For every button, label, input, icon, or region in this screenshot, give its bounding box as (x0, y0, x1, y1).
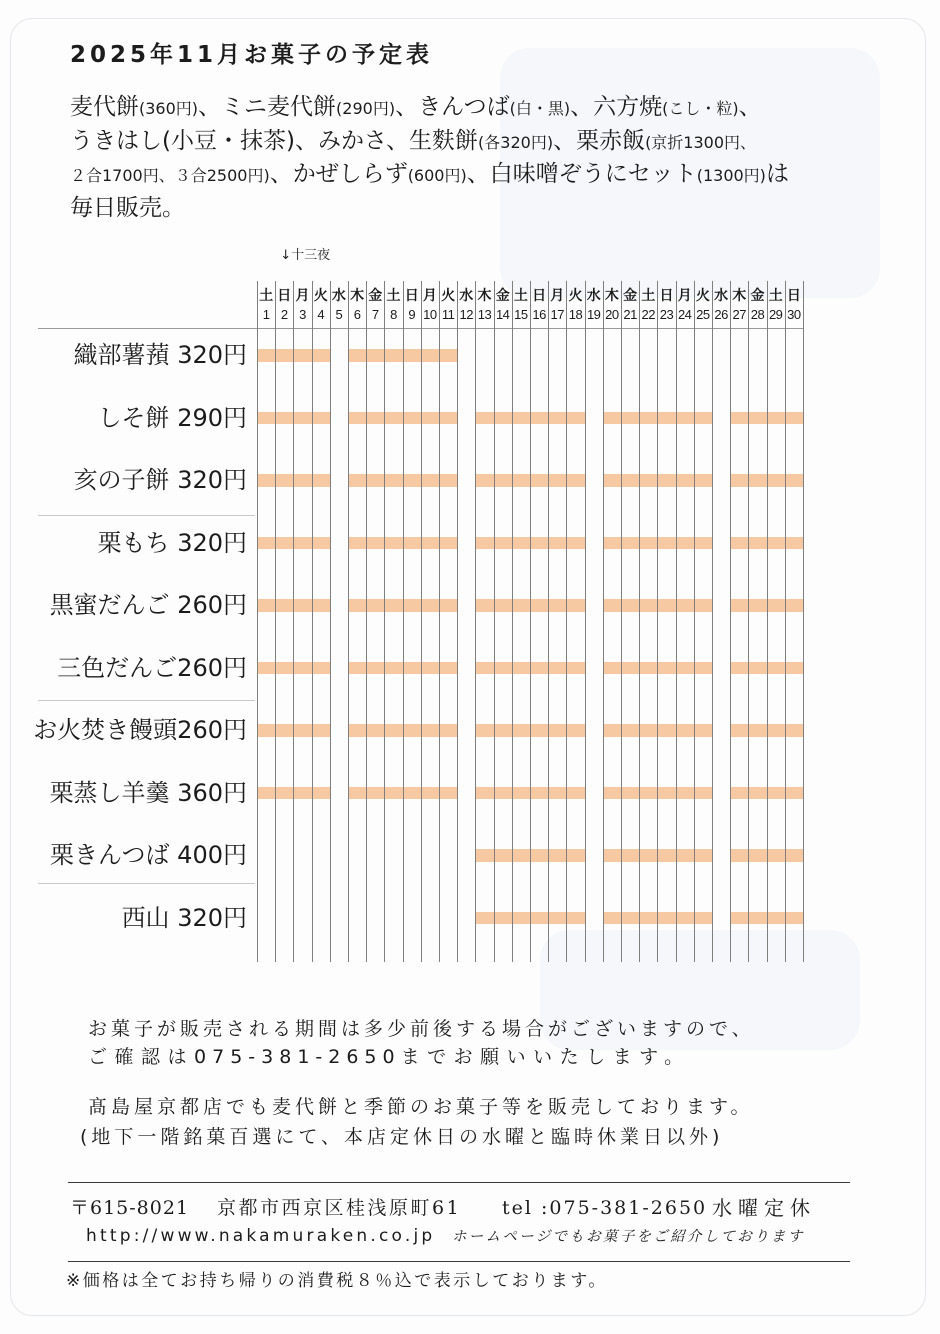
weekday-label: 日 (786, 287, 801, 303)
item-row (0, 449, 940, 512)
date-label: 25 (696, 307, 710, 322)
sale-bar (349, 662, 457, 675)
sale-bar (349, 787, 457, 800)
intro-note: (290円) (336, 99, 396, 118)
day-column-header (457, 286, 475, 324)
date-label: 14 (495, 307, 510, 322)
website-note: ホームページでもお菓子をご紹介しております (452, 1229, 805, 1245)
page-title: 2025年11月お菓子の予定表 (70, 42, 434, 68)
weekday-label: 木 (604, 287, 619, 303)
sale-bar (258, 349, 330, 362)
item-label: 栗蒸し羊羹 360円 (49, 778, 247, 807)
sale-bar (731, 537, 803, 550)
weekday-label: 土 (768, 287, 783, 303)
weekday-label: 月 (677, 287, 692, 303)
intro-note: (1300円) (696, 166, 766, 185)
day-column-header (694, 286, 712, 324)
sale-bar (604, 599, 712, 612)
day-column-header (657, 286, 675, 324)
day-column-header (712, 286, 730, 324)
sale-bar (604, 474, 712, 487)
sale-bar (258, 474, 330, 487)
weekday-label: 水 (331, 287, 346, 303)
item-label: しそ餅 290円 (97, 403, 247, 432)
sale-bar (476, 599, 584, 612)
notice-period: お菓子が販売される期間は多少前後する場合がございますので、 (88, 1018, 755, 1040)
intro-line (70, 125, 789, 159)
weekday-label: 木 (477, 287, 492, 303)
date-label: 9 (408, 307, 416, 322)
sale-bar (604, 912, 712, 925)
date-label: 19 (586, 307, 601, 322)
intro-segment: 、ミニ麦代餅 (198, 94, 337, 120)
sale-bar (731, 724, 803, 737)
weekday-label: 火 (441, 287, 456, 303)
sale-bar (731, 787, 803, 800)
item-row (0, 887, 940, 950)
website-link[interactable]: http://www.nakamuraken.co.jp (86, 1226, 436, 1246)
weekday-label: 土 (386, 287, 401, 303)
date-label: 24 (677, 307, 692, 322)
item-label: 織部薯蕷 320円 (73, 341, 247, 369)
weekday-label: 日 (532, 287, 547, 303)
intro-note: (こし・粒) (662, 99, 739, 118)
weekday-label: 金 (368, 287, 383, 303)
phone-number: 075-381-2650 (194, 1046, 401, 1068)
weekday-label: 土 (513, 287, 528, 303)
jusanya-marker: ↓十三夜 (280, 248, 331, 263)
day-column-header (275, 286, 293, 324)
date-label: 17 (550, 307, 565, 322)
intro-segment: 、かぜしらず (269, 161, 408, 187)
item-row (0, 699, 940, 762)
weekday-label: 日 (404, 287, 419, 303)
intro-segment: 、 (738, 94, 762, 120)
day-column-header (439, 286, 457, 324)
day-column-header (348, 286, 366, 324)
date-label: 10 (423, 307, 437, 322)
notice-contact (88, 1043, 691, 1071)
item-row (0, 512, 940, 575)
item-row (0, 762, 940, 825)
item-label: 黒蜜だんご 260円 (49, 591, 247, 619)
day-column-header (403, 286, 421, 324)
date-label: 18 (568, 307, 583, 322)
sale-bar (731, 662, 803, 675)
date-label: 20 (605, 307, 619, 322)
notice-contact-post: までお願いいたします。 (400, 1046, 691, 1068)
sale-bar (258, 724, 330, 737)
item-schedule (0, 324, 940, 949)
day-column-header (676, 286, 694, 324)
day-column-header (639, 286, 657, 324)
notice-contact-pre: ご確認は (88, 1046, 195, 1068)
date-label: 21 (623, 307, 637, 322)
date-label: 4 (317, 307, 325, 322)
sale-bar (731, 599, 803, 612)
item-row (0, 574, 940, 637)
weekday-label: 金 (750, 287, 765, 303)
weekday-label: 金 (495, 287, 510, 303)
weekday-label: 日 (277, 287, 292, 303)
weekday-label: 月 (422, 287, 437, 303)
day-column-header (257, 286, 275, 324)
date-label: 2 (280, 307, 288, 322)
weekday-label: 木 (732, 287, 747, 303)
sale-bar (258, 787, 330, 800)
date-label: 30 (787, 307, 801, 322)
sale-bar (258, 599, 330, 612)
day-column-header (512, 286, 530, 324)
intro-segment: 、白味噌ぞうにセット (466, 161, 697, 187)
day-column-header (494, 286, 512, 324)
intro-segment: 麦代餅 (70, 94, 139, 120)
day-column-header (585, 286, 603, 324)
sale-bar (476, 849, 584, 862)
item-row (0, 637, 940, 700)
item-label: お火焚き饅頭260円 (33, 716, 247, 744)
date-label: 5 (335, 307, 343, 322)
weekday-label: 木 (350, 287, 365, 303)
sale-bar (349, 724, 457, 737)
weekday-label: 火 (695, 287, 710, 303)
footer-divider-top (68, 1182, 850, 1183)
date-label: 15 (514, 307, 528, 322)
sale-bar (604, 724, 712, 737)
date-label: 12 (459, 307, 474, 322)
weekday-label: 月 (295, 287, 310, 303)
sale-bar (731, 474, 803, 487)
day-column-header (748, 286, 766, 324)
day-column-header (785, 286, 803, 324)
day-column-header (566, 286, 584, 324)
date-label: 22 (641, 307, 656, 322)
day-column-header (366, 286, 384, 324)
item-row (0, 824, 940, 887)
calendar-header (257, 286, 803, 326)
intro-line (70, 192, 789, 226)
intro-note: (600円) (407, 166, 467, 185)
item-label: 西山 320円 (121, 903, 247, 932)
sale-bar (349, 599, 457, 612)
sale-bar (604, 662, 712, 675)
footer-divider-bottom (68, 1261, 850, 1262)
day-column-header (767, 286, 785, 324)
date-label: 16 (532, 307, 546, 322)
sale-bar (476, 787, 584, 800)
date-label: 28 (750, 307, 765, 322)
intro-segment: うきはし(小豆・抹茶)、みかさ、生麩餅 (70, 127, 479, 154)
postal-code: 〒615-8021 (70, 1197, 190, 1219)
sale-bar (604, 849, 712, 862)
weekday-label: 金 (623, 287, 638, 303)
sale-bar (349, 412, 457, 425)
sale-bar (258, 412, 330, 425)
day-column-header (475, 286, 493, 324)
sale-bar (476, 662, 584, 675)
sale-bar (258, 662, 330, 675)
item-label: 栗もち 320円 (97, 528, 247, 557)
intro-line (70, 91, 789, 125)
sale-bar (604, 412, 712, 425)
weekday-label: 月 (550, 287, 565, 303)
date-label: 29 (768, 307, 783, 322)
sale-bar (476, 412, 584, 425)
closed-day: 水曜定休 (712, 1196, 816, 1220)
sale-bar (349, 349, 457, 362)
address: 京都市西京区桂浅原町61 (217, 1197, 462, 1219)
intro-note: (各320円) (478, 132, 554, 152)
day-column-header (384, 286, 402, 324)
intro-segment: 、きんつば (395, 94, 510, 120)
intro-line (70, 158, 789, 192)
date-label: 6 (353, 307, 361, 322)
weekday-label: 水 (459, 287, 474, 303)
intro-segment: 、六方焼 (570, 94, 663, 120)
intro-note: (白・黒) (509, 99, 571, 118)
date-label: 1 (262, 307, 270, 322)
intro-segment: 、栗赤飯 (553, 127, 646, 154)
item-row (0, 387, 940, 450)
date-label: 8 (390, 307, 397, 322)
item-label: 亥の子餅 320円 (73, 466, 247, 494)
day-column-header (548, 286, 566, 324)
weekday-label: 水 (586, 287, 601, 303)
sale-bar (731, 412, 803, 425)
sale-bar (258, 537, 330, 550)
sale-bar (731, 912, 803, 925)
sale-bar (349, 537, 457, 550)
weekday-label: 火 (568, 287, 583, 303)
sale-bar (476, 724, 584, 737)
date-label: 23 (659, 307, 674, 322)
day-column-header (330, 286, 348, 324)
sale-bar (476, 537, 584, 550)
sale-bar (604, 537, 712, 550)
intro-text (70, 91, 789, 225)
weekday-label: 土 (641, 287, 656, 303)
day-column-header (312, 286, 330, 324)
sale-bar (476, 474, 584, 487)
day-column-header (603, 286, 621, 324)
day-column-header (421, 286, 439, 324)
intro-note: ２合1700円、３合2500円) (70, 166, 270, 185)
sale-bar (476, 912, 584, 925)
day-column-header (293, 286, 311, 324)
weekday-label: 水 (714, 287, 729, 303)
day-column-header (530, 286, 548, 324)
sale-bar (731, 849, 803, 862)
tel-number: tel :075-381-2650 (502, 1197, 708, 1219)
weekday-label: 日 (659, 287, 674, 303)
date-label: 3 (299, 307, 306, 322)
item-label: 三色だんご260円 (57, 653, 247, 682)
date-label: 27 (732, 307, 747, 322)
date-label: 13 (477, 307, 492, 322)
weekday-label: 土 (259, 287, 274, 303)
takashimaya-info: 髙島屋京都店でも麦代餅と季節のお菓子等を販売しております。 (88, 1096, 754, 1118)
weekday-label: 火 (313, 287, 328, 303)
date-label: 26 (714, 307, 728, 322)
sale-bar (349, 474, 457, 487)
intro-note: (京折1300円、 (645, 132, 757, 152)
takashimaya-hours: (地下一階銘菓百選にて、本店定休日の水曜と臨時休業日以外) (80, 1126, 724, 1148)
day-column-header (730, 286, 748, 324)
sale-bar (604, 787, 712, 800)
item-row (0, 324, 940, 387)
day-column-header (621, 286, 639, 324)
tax-note: ※価格は全てお持ち帰りの消費税８％込で表示しております。 (66, 1271, 608, 1291)
intro-note: (360円) (139, 99, 199, 118)
intro-segment: は (765, 161, 789, 187)
date-label: 7 (371, 307, 379, 322)
date-label: 11 (441, 307, 455, 322)
intro-segment: 毎日販売。 (70, 194, 185, 221)
item-label: 栗きんつば 400円 (50, 841, 247, 869)
